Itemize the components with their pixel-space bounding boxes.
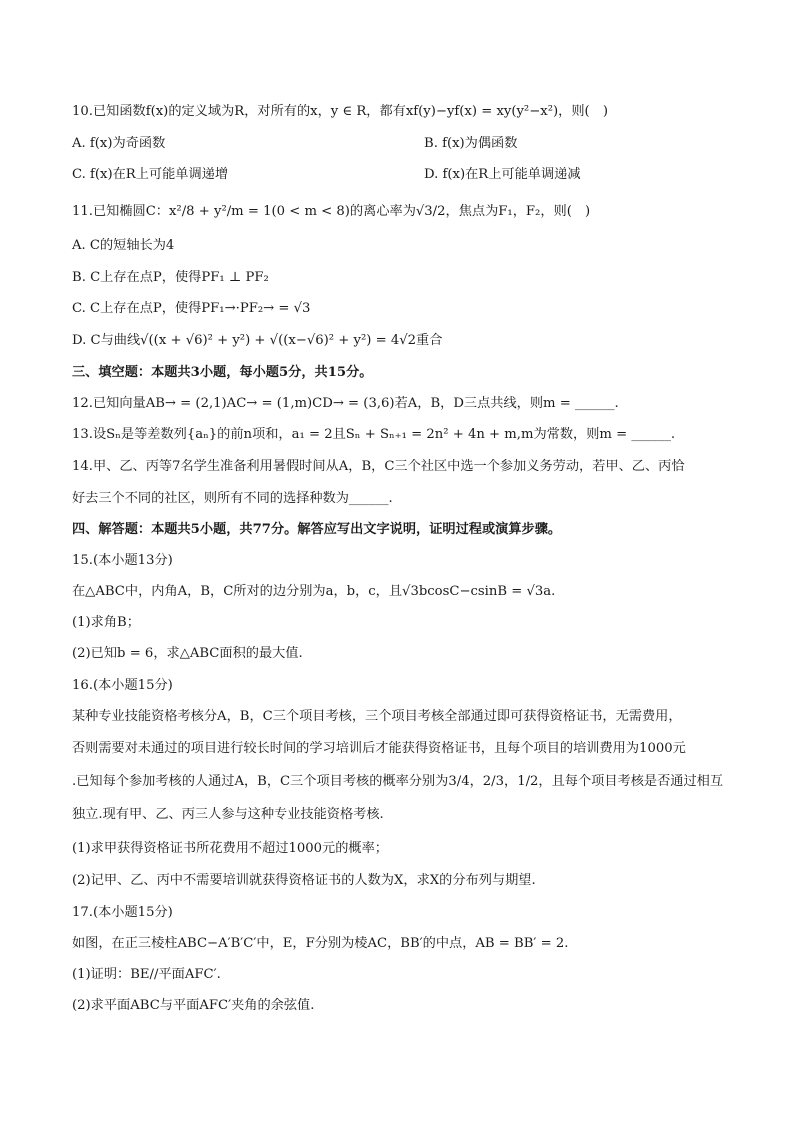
q10-option-b: B. f(x)为偶函数 xyxy=(424,136,518,151)
q11-stem: 11.已知椭圆C：x²/8 + y²/m = 1(0 < m < 8)的离心率为√3/2，焦点为F₁，F₂，则( ) xyxy=(72,204,591,219)
q10-options-row2 xyxy=(72,166,734,184)
q14-line1: 14.甲、乙、丙等7名学生准备利用暑假时间从A，B，C三个社区中选一个参加义务劳动，若甲、乙、丙恰 xyxy=(72,459,685,474)
q16-line2: 否则需要对未通过的项目进行较长时间的学习培训后才能获得资格证书，且每个项目的培训费用为1000元 xyxy=(72,741,686,756)
q10-option-d: D. f(x)在R上可能单调递减 xyxy=(424,167,581,182)
q16-heading: 16.(本小题15分) xyxy=(72,678,173,693)
q17-body: 如图，在正三棱柱ABC−A′B′C′中，E，F分别为棱AC，BB′的中点，AB = BB′ = 2. xyxy=(72,936,569,951)
q15-part2: (2)已知b = 6，求△ABC面积的最大值. xyxy=(72,646,303,661)
q11-option-b: B. C上存在点P，使得PF₁ ⊥ PF₂ xyxy=(72,270,269,285)
q15-heading: 15.(本小题13分) xyxy=(72,553,173,568)
q16-line1: 某种专业技能资格考核分A，B，C三个项目考核，三个项目考核全部通过即可获得资格证书，无需费用， xyxy=(72,709,682,724)
q16-part2: (2)记甲、乙、丙中不需要培训就获得资格证书的人数为X，求X的分布列与期望. xyxy=(72,873,536,888)
q10-option-a: A. f(x)为奇函数 xyxy=(72,136,166,151)
section4-heading: 四、解答题：本题共5小题，共77分。解答应写出文字说明，证明过程或演算步骤。 xyxy=(72,522,562,537)
q15-body: 在△ABC中，内角A，B，C所对的边分别为a，b，c，且√3bcosC−csinB = √3a. xyxy=(72,584,556,599)
q16-line4: 独立.现有甲、乙、丙三人参与这种专业技能资格考核. xyxy=(72,807,384,822)
q10-option-c: C. f(x)在R上可能单调递增 xyxy=(72,167,229,182)
q13-text: 13.设Sₙ是等差数列{aₙ}的前n项和，a₁ = 2且Sₙ + Sₙ₊₁ = 2n² + 4n + m,m为常数，则m = ______. xyxy=(72,427,676,442)
q14-line2: 好去三个不同的社区，则所有不同的选择种数为______. xyxy=(72,491,393,506)
q17-heading: 17.(本小题15分) xyxy=(72,905,173,920)
q15-part1: (1)求角B； xyxy=(72,615,140,630)
q11-option-d: D. C与曲线√((x + √6)² + y²) + √((x−√6)² + y²) = 4√2重合 xyxy=(72,333,443,348)
q10-stem: 10.已知函数f(x)的定义域为R，对所有的x，y ∈ R，都有xf(y)−yf(x) = xy(y²−x²)，则( ) xyxy=(72,104,608,119)
q11-option-a: A. C的短轴长为4 xyxy=(72,238,175,253)
q17-part2: (2)求平面ABC与平面AFC′夹角的余弦值. xyxy=(72,998,315,1013)
section3-heading: 三、填空题：本题共3小题，每小题5分，共15分。 xyxy=(72,365,373,380)
q16-line3: .已知每个参加考核的人通过A，B，C三个项目考核的概率分别为3/4，2/3，1/2，且每个项目考核是否通过相互 xyxy=(72,774,724,789)
q10-options-row1 xyxy=(72,135,734,153)
q12-text: 12.已知向量AB→ = (2,1)AC→ = (1,m)CD→ = (3,6)若A，B，D三点共线，则m = ______. xyxy=(72,396,619,411)
q16-part1: (1)求甲获得资格证书所花费用不超过1000元的概率； xyxy=(72,841,388,856)
q17-part1: (1)证明：BE//平面AFC′. xyxy=(72,967,221,982)
q11-option-c: C. C上存在点P，使得PF₁→·PF₂→ = √3 xyxy=(72,301,311,316)
